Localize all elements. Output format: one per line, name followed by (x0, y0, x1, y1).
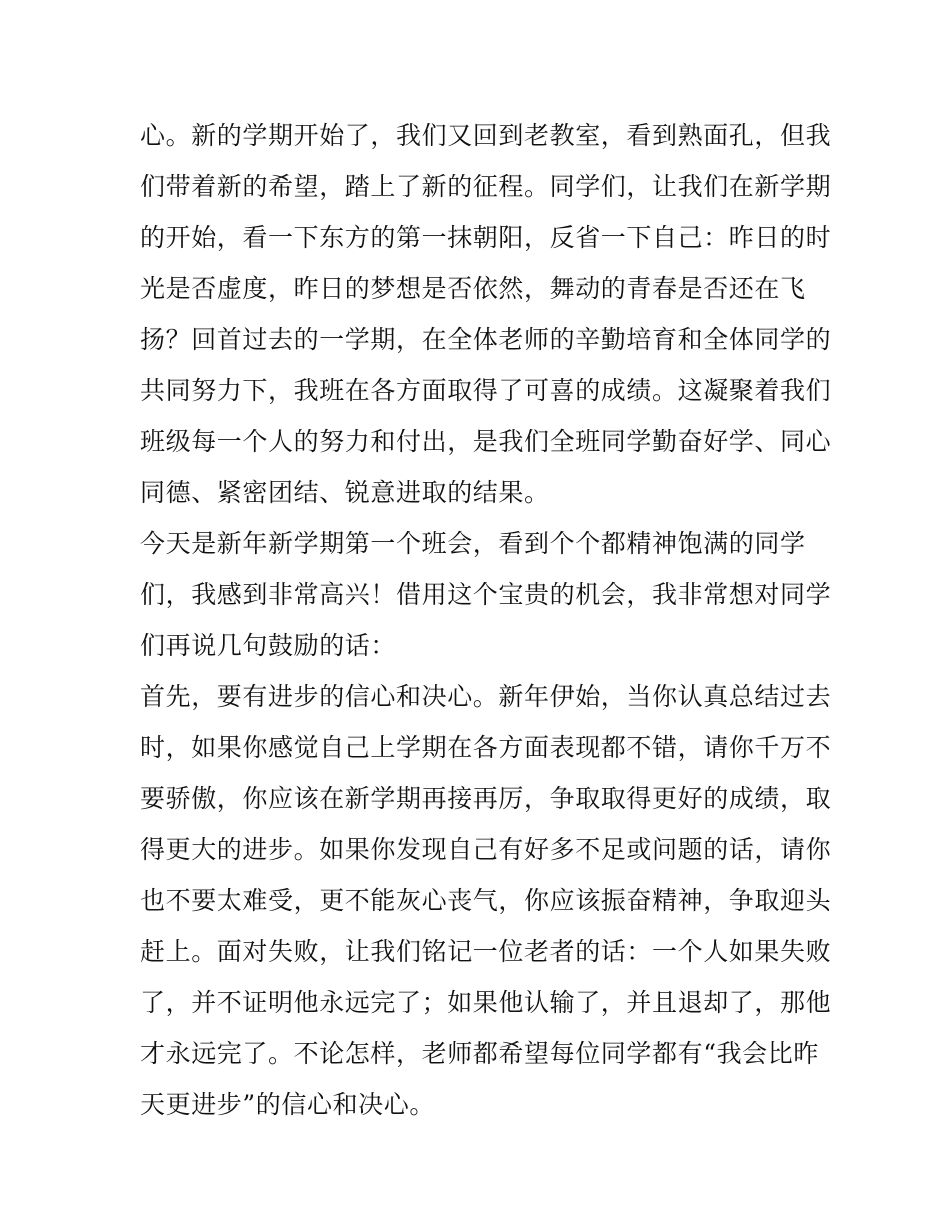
text-line: 首先，要有进步的信心和决心。新年伊始，当你认真总结过去 (140, 682, 832, 711)
text-line: 时，如果你感觉自己上学期在各方面表现都不错，请你千万不 (140, 733, 832, 762)
text-line: 班级每一个人的努力和付出，是我们全班同学勤奋好学、同心 (140, 427, 832, 456)
text-line: 们再说几句鼓励的话： (140, 631, 397, 660)
text-line: 天更进步”的信心和决心。 (140, 1090, 435, 1119)
text-line: 得更大的进步。如果你发现自己有好多不足或问题的话，请你 (140, 835, 832, 864)
text-line: 赶上。面对失败，让我们铭记一位老者的话：一个人如果失败 (140, 937, 832, 966)
text-line: 才永远完了。不论怎样，老师都希望每位同学都有“我会比昨 (140, 1039, 819, 1068)
text-line: 今天是新年新学期第一个班会，看到个个都精神饱满的同学 (140, 529, 806, 558)
text-line: 们，我感到非常高兴！借用这个宝贵的机会，我非常想对同学 (140, 580, 832, 609)
text-line: 也不要太难受，更不能灰心丧气，你应该振奋精神，争取迎头 (140, 886, 832, 915)
text-line: 共同努力下，我班在各方面取得了可喜的成绩。这凝聚着我们 (140, 376, 832, 405)
text-line: 的开始，看一下东方的第一抹朝阳，反省一下自己：昨日的时 (140, 223, 832, 252)
text-line: 光是否虚度，昨日的梦想是否依然，舞动的青春是否还在飞 (140, 274, 806, 303)
body-text (140, 110, 832, 1130)
text-line: 同德、紧密团结、锐意进取的结果。 (140, 478, 550, 507)
text-line: 们带着新的希望，踏上了新的征程。同学们，让我们在新学期 (140, 172, 832, 201)
text-line: 心。新的学期开始了，我们又回到老教室，看到熟面孔，但我 (140, 121, 832, 150)
text-line: 了，并不证明他永远完了；如果他认输了，并且退却了，那他 (140, 988, 832, 1017)
text-line: 要骄傲，你应该在新学期再接再厉，争取取得更好的成绩，取 (140, 784, 832, 813)
text-line: 扬？回首过去的一学期，在全体老师的辛勤培育和全体同学的 (140, 325, 832, 354)
